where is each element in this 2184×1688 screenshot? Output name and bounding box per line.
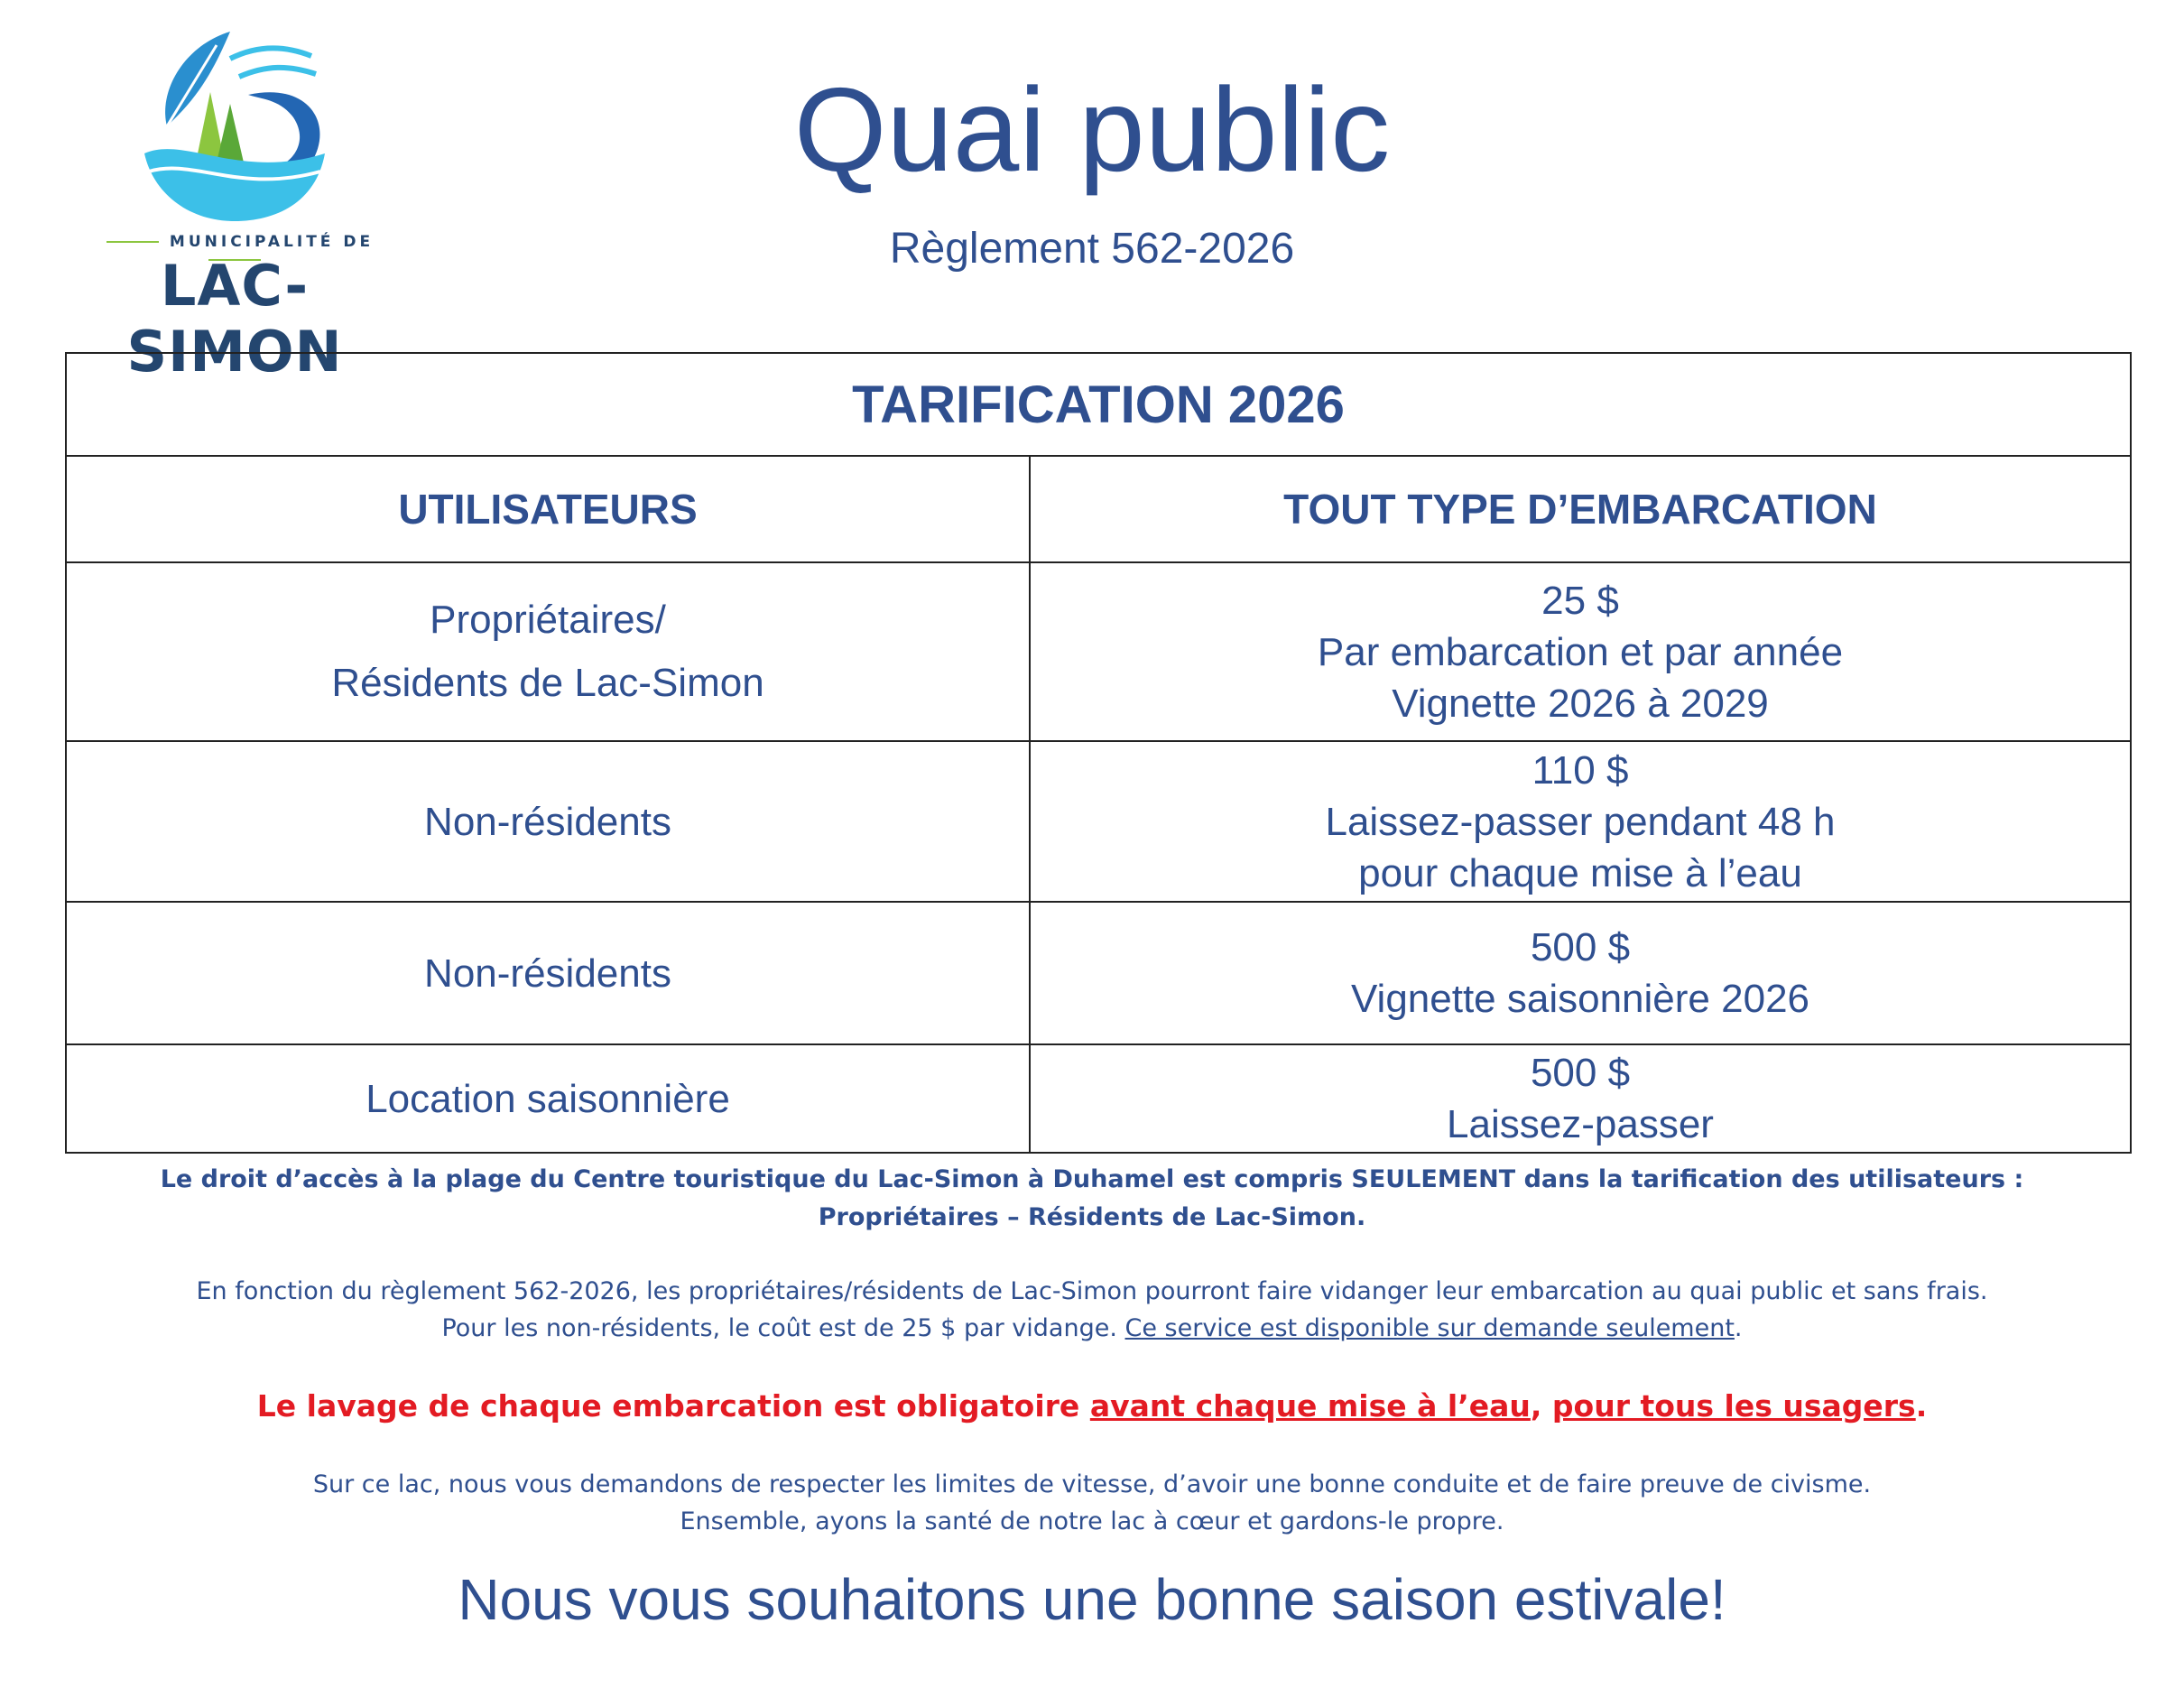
beach-access-note xyxy=(0,1161,2184,1237)
user-label: Propriétaires/ xyxy=(430,598,666,642)
note-text: . xyxy=(1734,1314,1743,1342)
note-line: Sur ce lac, nous vous demandons de respecter les limites de vitesse, d’avoir une bonne conduite et de faire preuve de civisme. xyxy=(312,1470,1872,1498)
note-text: , xyxy=(1530,1388,1552,1424)
note-line: En fonction du règlement 562-2026, les propriétaires/résidents de Lac-Simon pourront faire vidanger leur embarcation au quai public et sans frais. xyxy=(196,1277,1988,1305)
note-line: Propriétaires – Résidents de Lac-Simon. xyxy=(818,1203,1366,1231)
price-description: Laissez-passer xyxy=(1447,1102,1714,1146)
civisme-note xyxy=(0,1466,2184,1540)
note-text: Le lavage de chaque embarcation est obligatoire xyxy=(256,1388,1090,1424)
price-description: Laissez-passer pendant 48 h xyxy=(1325,799,1836,844)
price-description: Vignette 2026 à 2029 xyxy=(1392,681,1769,726)
on-demand-service-text: Ce service est disponible sur demande seulement xyxy=(1124,1314,1735,1342)
note-line: Le droit d’accès à la plage du Centre touristique du Lac-Simon à Duhamel est compris SEULEMENT dans la tarification des utilisateurs : xyxy=(160,1165,2024,1193)
price-value: 25 $ xyxy=(1541,578,1619,623)
note-line xyxy=(0,1310,2184,1347)
column-header-users: UTILISATEURS xyxy=(66,456,1030,562)
note-emphasis: pour tous les usagers xyxy=(1551,1388,1916,1424)
logo-name-text: LAC-SIMON xyxy=(126,253,343,385)
price-description: Vignette saisonnière 2026 xyxy=(1350,977,1810,1021)
user-label: Non-résidents xyxy=(424,799,671,844)
washing-mandatory-note xyxy=(0,1388,2184,1424)
price-cell xyxy=(1030,1044,2131,1153)
table-row xyxy=(66,1044,2131,1153)
note-emphasis: avant chaque mise à l’eau xyxy=(1089,1388,1531,1424)
price-value: 110 $ xyxy=(1532,747,1629,793)
user-cell xyxy=(66,902,1030,1044)
price-cell xyxy=(1030,902,2131,1044)
user-cell xyxy=(66,562,1030,741)
user-label: Location saisonnière xyxy=(366,1076,730,1121)
note-line: Ensemble, ayons la santé de notre lac à cœur et gardons-le propre. xyxy=(680,1507,1504,1535)
user-label: Résidents de Lac-Simon xyxy=(331,661,764,705)
page-title: Quai public xyxy=(793,63,1391,196)
logo-municipalite-text: MUNICIPALITÉ DE xyxy=(63,233,406,269)
price-value: 500 $ xyxy=(1530,1051,1631,1095)
note-text: Pour les non-résidents, le coût est de 25 $ par vidange. xyxy=(441,1314,1125,1342)
note-text: . xyxy=(1915,1388,1928,1424)
user-cell xyxy=(66,741,1030,902)
price-cell xyxy=(1030,741,2131,902)
price-value: 500 $ xyxy=(1530,925,1631,969)
table-row xyxy=(66,741,2131,902)
closing-message: Nous vous souhaitons une bonne saison estivale! xyxy=(458,1567,1726,1632)
column-header-boats: TOUT TYPE D’EMBARCATION xyxy=(1030,456,2131,562)
table-row xyxy=(66,902,2131,1044)
vidange-note xyxy=(0,1273,2184,1347)
page-subtitle: Règlement 562-2026 xyxy=(889,225,1295,273)
table-title: TARIFICATION 2026 xyxy=(66,353,2131,456)
table-row xyxy=(66,562,2131,741)
user-label: Non-résidents xyxy=(424,951,671,996)
price-description: pour chaque mise à l’eau xyxy=(1358,850,1802,895)
tarification-table xyxy=(65,352,2132,1154)
price-cell xyxy=(1030,562,2131,741)
user-cell xyxy=(66,1044,1030,1153)
price-description: Par embarcation et par année xyxy=(1317,629,1844,674)
